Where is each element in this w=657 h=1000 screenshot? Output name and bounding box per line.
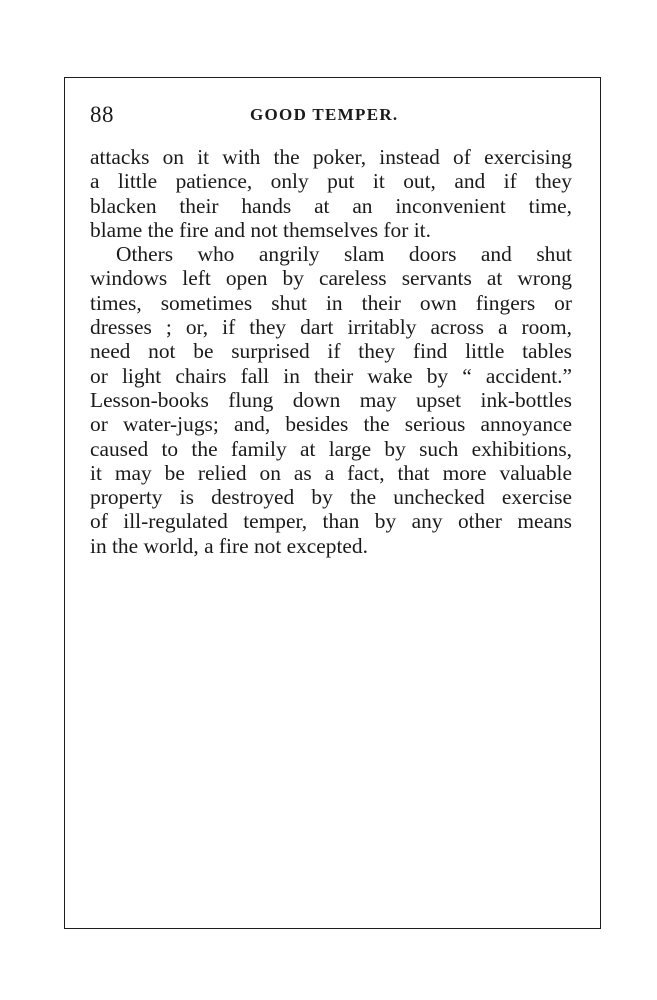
text-line: need not be surprised if they find little tables [90, 339, 572, 364]
text-line: blacken their hands at an inconvenient time, [90, 193, 572, 218]
running-title: GOOD TEMPER. [250, 105, 399, 124]
page-number: 88 [90, 102, 114, 127]
paragraph [90, 145, 572, 242]
body-text [90, 145, 572, 558]
paragraph [90, 242, 572, 558]
text-line: it may be relied on as a fact, that more valuable [90, 460, 572, 485]
text-line: property is destroyed by the unchecked exercise [90, 485, 572, 510]
text-line: Lesson-books flung down may upset ink-bottles [90, 387, 572, 412]
text-line: or light chairs fall in their wake by “ accident.” [90, 363, 572, 388]
text-line: Others who angrily slam doors and shut [116, 242, 572, 267]
page-header [90, 102, 580, 130]
text-line: blame the fire and not themselves for it. [90, 217, 431, 242]
text-line: attacks on it with the poker, instead of exercising [90, 145, 572, 169]
text-line: caused to the family at large by such exhibitions, [90, 436, 572, 461]
text-line: in the world, a fire not excepted. [90, 533, 368, 558]
text-line: dresses ; or, if they dart irritably across a room, [90, 315, 572, 340]
text-line: times, sometimes shut in their own fingers or [90, 290, 572, 315]
text-line: of ill-regulated temper, than by any other means [90, 509, 572, 534]
text-line: windows left open by careless servants at wrong [90, 266, 572, 291]
text-line: or water-jugs; and, besides the serious annoyance [90, 412, 572, 437]
text-line: a little patience, only put it out, and if they [90, 169, 572, 194]
